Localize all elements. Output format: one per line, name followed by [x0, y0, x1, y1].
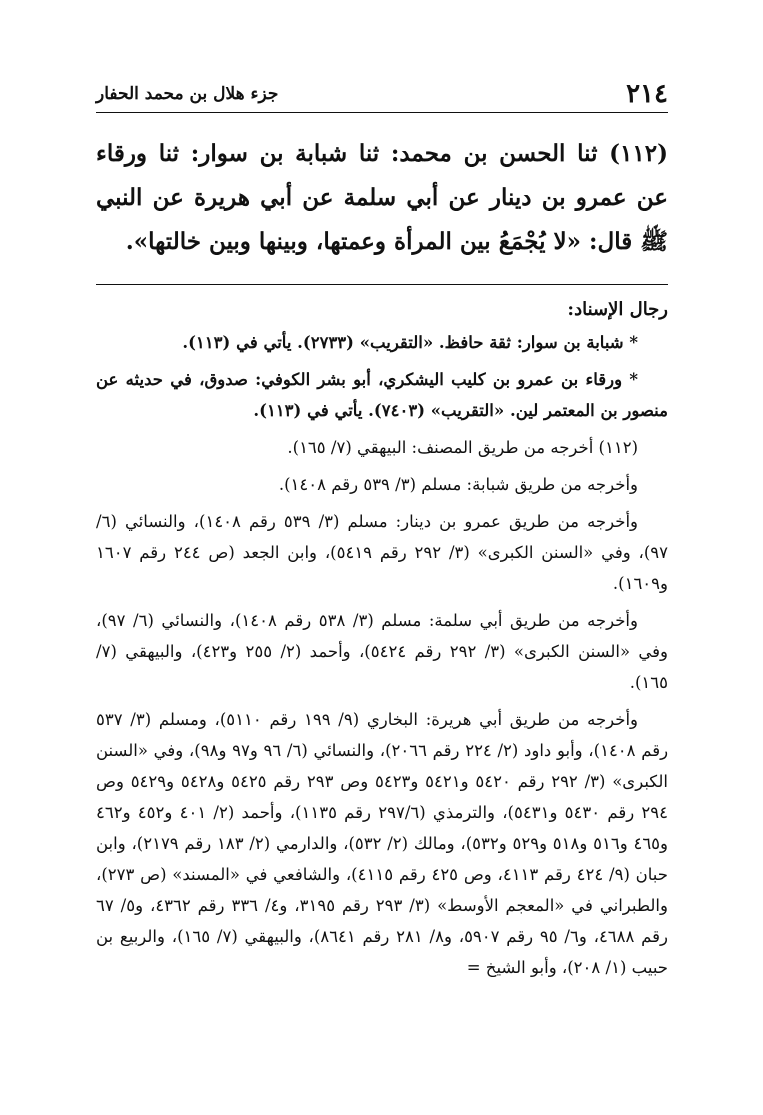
- takhrij-amr: وأخرجه من طريق عمرو بن دينار: مسلم (٣/ ٥٣٩ رقم ١٤٠٨)، والنسائي (٦/ ٩٧)، وفي «السنن الكبرى» (٣/ ٢٩٢ رقم ٥٤١٩)، وابن الجعد (ص ٢٤٤ رقم ١٦٠٧ و١٦٠٩).: [96, 512, 669, 593]
- takhrij-abu-salama: وأخرجه من طريق أبي سلمة: مسلم (٣/ ٥٣٨ رقم ١٤٠٨)، والنسائي (٦/ ٩٧)، وفي «السنن الكبرى» (٣/ ٢٩٢ رقم ٥٤٢٤)، وأحمد (٢/ ٢٥٥ و٤٢٣)، والبيهقي (٧/ ١٦٥).: [96, 611, 669, 692]
- footnotes: [96, 294, 668, 989]
- takhrij-abu-hurayra: وأخرجه من طريق أبي هريرة: البخاري (٩/ ١٩٩ رقم ٥١١٠)، ومسلم (٣/ ٥٣٧ رقم ١٤٠٨)، وأبو داود (٢/ ٢٢٤ رقم ٢٠٦٦)، والنسائي (٦/ ٩٦ و٩٧ و٩٨)، وفي «السنن الكبرى» (٣/ ٢٩٢ رقم ٥٤٢٠ و٥٤٢١ و٥٤٢٣ وص ٢٩٣ رقم ٥٤٢٥ و٥٤٢٨ و٥٤٢٩ وص ٢٩٤ رقم ٥٤٣٠ و٥٤٣١)، والترمذي (٢٩٧/٦ رقم ١١٣٥)، وأحمد (٢/ ٤٠١ و٤٥٢ و٤٦٢ و٤٦٥ و٥١٦ و٥١٨ و٥٢٩ و٥٣٢)، ومالك (٢/ ٥٣٢)، والدارمي (٢/ ١٨٣ رقم ٢١٧٩)، وابن حبان (٩/ ٤٢٤ رقم ٤١١٣، وص ٤٢٥ رقم ٤١١٥)، والشافعي في «المسند» (ص ٢٧٣)، والطبراني في «المعجم الأوسط» (٣/ ٢٩٣ رقم ٣١٩٥، و٤/ ٣٣٦ رقم ٤٣٦٢، و٥/ ٦٧ رقم ٤٦٨٨، و٦/ ٩٥ رقم ٥٩٠٧، و٨/ ٢٨١ رقم ٨٦٤١)، والبيهقي (٧/ ١٦٥)، والربيع بن حبيب (١/ ٢٠٨)، وأبو الشيخ =: [96, 710, 669, 977]
- takhrij-shababa: وأخرجه من طريق شبابة: مسلم (٣/ ٥٣٩ رقم ١٤٠٨).: [278, 475, 638, 494]
- header-rule: [96, 112, 668, 113]
- hadith-text: [96, 132, 668, 264]
- page-number: ٢١٤: [626, 79, 668, 109]
- page-header: [96, 74, 668, 114]
- narrator-shababa: * شبابة بن سوار: ثقة حافظ. «التقريب» (٢٧٣٣). يأتي في (١١٣).: [182, 333, 638, 352]
- hadith-paragraph: (١١٢) ثنا الحسن بن محمد: ثنا شبابة بن سوار: ثنا ورقاء عن عمرو بن دينار عن أبي سلمة عن أبي هريرة عن النبي ﷺ قال: «لا يُجْمَعُ بين المرأة وعمتها، وبينها وبين خالتها».: [96, 140, 668, 255]
- footnote-separator: [96, 284, 668, 285]
- takhrij-musannif: (١١٢) أخرجه من طريق المصنف: البيهقي (٧/ ١٦٥).: [287, 438, 638, 457]
- rijal-heading: رجال الإسناد:: [567, 299, 668, 320]
- narrator-warqa: * ورقاء بن عمرو بن كليب اليشكري، أبو بشر الكوفي: صدوق، في حديثه عن منصور بن المعتمر لين. «التقريب» (٧٤٠٣). يأتي في (١١٣).: [96, 370, 668, 420]
- book-title: جزء هلال بن محمد الحفار: [96, 84, 279, 104]
